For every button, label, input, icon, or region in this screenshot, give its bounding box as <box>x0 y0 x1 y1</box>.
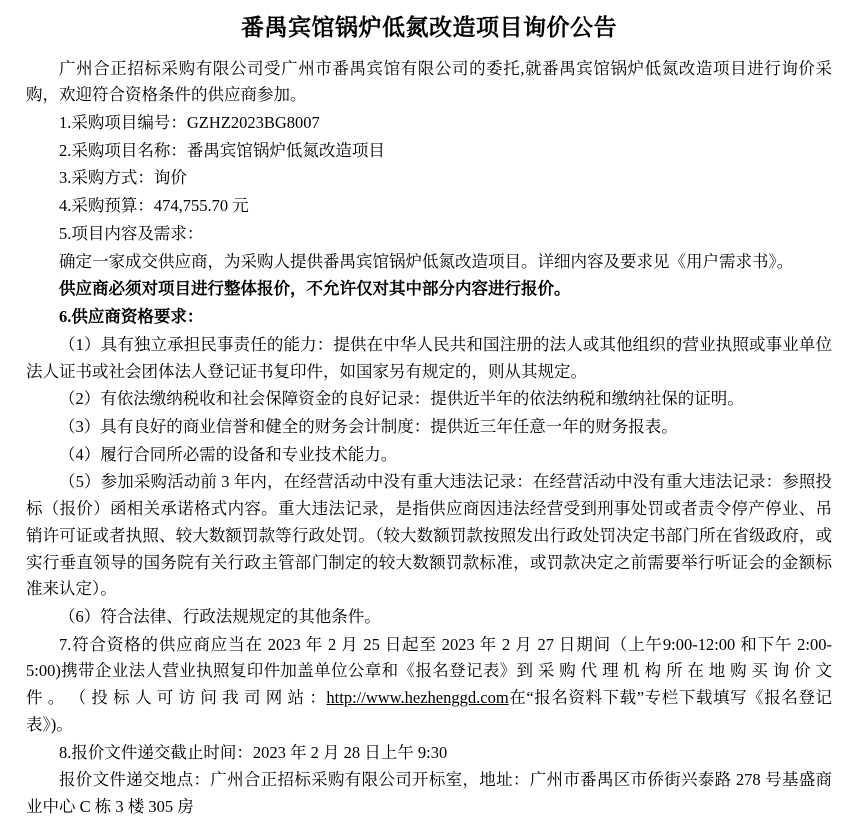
page-title: 番禺宾馆锅炉低氮改造项目询价公告 <box>241 15 617 40</box>
item-6-4-equipment-capability: （4）履行合同所必需的设备和专业技术能力。 <box>59 444 398 464</box>
item-5-content-body: 确定一家成交供应商，为采购人提供番禺宾馆锅炉低氮改造项目。详细内容及要求见《用户需求书》。 <box>59 251 794 271</box>
item-7-text-part2: 在“报名资料下载”专栏下载填写《报名登记表》)。 <box>26 688 832 734</box>
item-6-6-other-conditions: （6）符合法律、行政法规规定的其他条件。 <box>59 606 381 626</box>
item-6-3-financial-records: （3）具有良好的商业信誉和健全的财务会计制度：提供近三年任意一年的财务报表。 <box>59 416 678 436</box>
item-2-project-name: 2.采购项目名称：番禺宾馆锅炉低氮改造项目 <box>59 140 385 160</box>
item-7-document-purchase <box>26 632 832 739</box>
item-5-content-note: 供应商必须对项目进行整体报价，不允许仅对其中部分内容进行报价。 <box>59 279 571 299</box>
item-6-5-no-major-violations: （5）参加采购活动前 3 年内，在经营活动中没有重大违法记录：在经营活动中没有重大违法记录：参照投标（报价）函相关承诺格式内容。重大违法记录，是指供应商因违法经营受到刑事处罚或者责令停产停业、吊销许可证或者执照、较大数额罚款等行政处罚。（较大数额罚款按照发出行政处罚决定书部门所在省级政府，或实行垂直领导的国务院有关行政主管部门制定的较大数额罚款标准，或罚款决定之前需要举行听证会的金额标准来认定）。 <box>26 472 832 599</box>
item-4-budget: 4.采购预算：474,755.70 元 <box>59 196 249 216</box>
item-8-submission-deadline: 8.报价文件递交截止时间：2023 年 2 月 28 日上午 9:30 <box>59 742 448 762</box>
item-9-submission-location: 报价文件递交地点：广州合正招标采购有限公司开标室，地址：广州市番禺区市侨街兴泰路 278 号基盛商业中心 C 栋 3 楼 305 房 <box>26 770 832 816</box>
item-6-2-tax-social-security: （2）有依法缴纳税收和社会保障资金的良好记录：提供近半年的依法纳税和缴纳社保的证明。 <box>59 389 744 409</box>
item-6-1-legal-capacity: （1）具有独立承担民事责任的能力：提供在中华人民共和国注册的法人或其他组织的营业执照或事业单位法人证书或社会团体法人登记证书复印件，如国家另有规定的，则从其规定。 <box>26 334 832 381</box>
item-5-content-heading: 5.项目内容及需求： <box>59 223 204 243</box>
intro-paragraph: 广州合正招标采购有限公司受广州市番禺宾馆有限公司的委托,就番禺宾馆锅炉低氮改造项目进行询价采购，欢迎符合资格条件的供应商参加。 <box>26 58 832 105</box>
item-3-procurement-method: 3.采购方式：询价 <box>59 168 187 188</box>
item-6-qualification-heading: 6.供应商资格要求： <box>59 307 204 327</box>
agency-website-link[interactable]: http://www.hezhenggd.com <box>326 688 509 708</box>
item-1-project-number: 1.采购项目编号：GZHZ2023BG8007 <box>59 113 320 133</box>
item-7-text-part1: 7.符合资格的供应商应当在 2023 年 2 月 25 日起至 2023 年 2 月 27 日期间（上午9:00-12:00 和下午 2:00-5:00)携带企业法人营业执照复印件加盖单位公章和《报名登记表》到 采 购 代 理 机 构 所 在 地 购 买 询 价 文 件 。 （ 投 标 人 可 访 问 我 司 网 站 ： <box>26 634 832 708</box>
